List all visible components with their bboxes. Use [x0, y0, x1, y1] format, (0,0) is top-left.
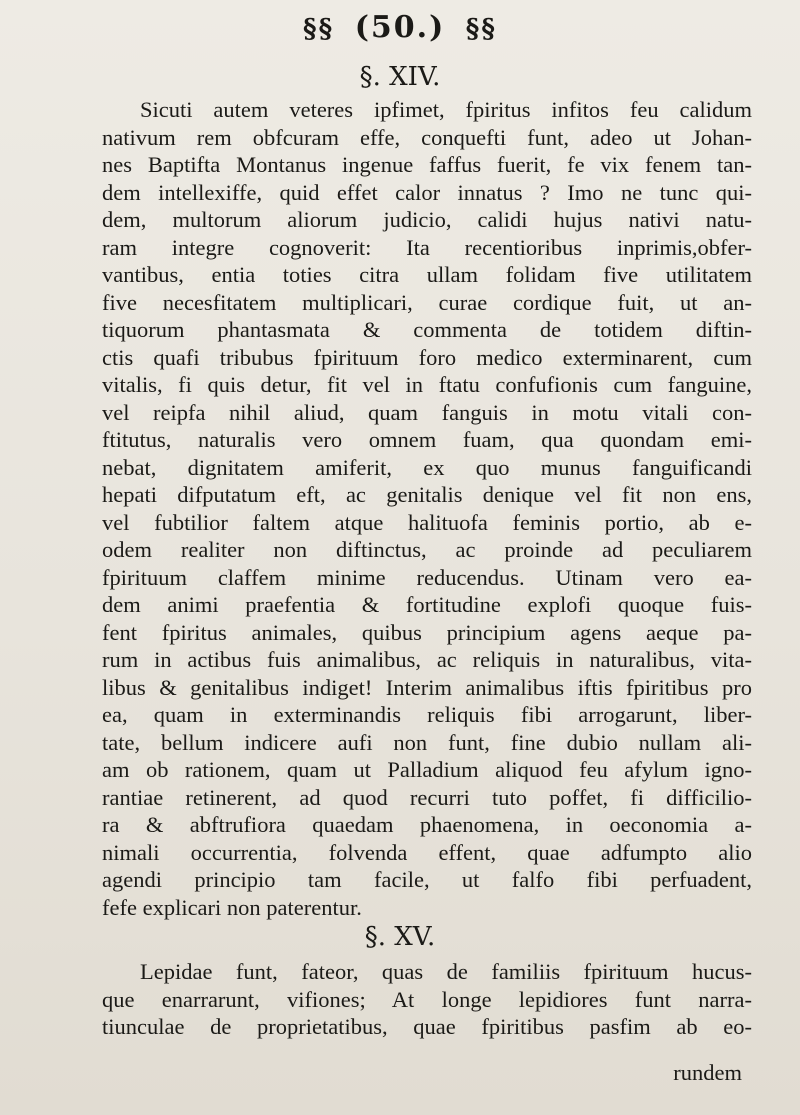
text-line: Sicuti autem veteres ipfimet, fpiritus infitos feu calidum — [140, 97, 752, 122]
text-line: dem intellexiffe, quid effet calor innatus ? Imo ne tunc qui- — [102, 179, 752, 205]
text-line: ftitutus, naturalis vero omnem fuam, qua quondam emi- — [102, 427, 752, 452]
text-line: tate, bellum indicere aufi non funt, fine dubio nullam ali- — [102, 729, 752, 755]
text-line: tiunculae de proprietatibus, quae fpiritibus pasfim ab eo- — [102, 1014, 752, 1039]
text-line: rantiae retinerent, ad quod recurri tuto poffet, fi difficilio- — [102, 784, 752, 810]
text-line: nebat, dignitatem amiferit, ex quo munus fanguificandi — [102, 454, 752, 480]
text-line: vitalis, fi quis detur, fit vel in ftatu confufionis cum fanguine, — [102, 372, 752, 397]
catchword: rundem — [673, 1060, 742, 1085]
text-line: rum in actibus fuis animalibus, ac reliquis in naturalibus, vita- — [102, 647, 752, 672]
text-line: five necesfitatem multiplicari, curae cordique fuit, ut an- — [102, 289, 752, 315]
text-line: ea, quam in exterminandis reliquis fibi arrogarunt, liber- — [102, 702, 752, 727]
text-line: nes Baptifta Montanus ingenue faffus fuerit, fe vix fenem tan- — [102, 152, 752, 177]
section-xv-text — [102, 958, 752, 1041]
text-line: ra & abftrufiora quaedam phaenomena, in oeconomia a- — [102, 812, 752, 837]
text-line: agendi principio tam facile, ut falfo fibi perfuadent, — [102, 867, 752, 892]
text-line: nativum rem obfcuram effe, conquefti funt, adeo ut Johan- — [102, 124, 752, 150]
page-header — [0, 10, 800, 45]
page-number: (50.) — [354, 10, 446, 45]
text-line: hepati difputatum eft, ac genitalis denique vel fit non ens, — [102, 482, 752, 507]
text-line: odem realiter non diftinctus, ac proinde ad peculiarem — [102, 537, 752, 562]
text-line: ram integre cognoverit: Ita recentioribus inprimis,obfer- — [102, 234, 752, 260]
ornament-right-icon: §§ — [465, 14, 497, 44]
text-line: libus & genitalibus indiget! Interim animalibus iftis fpiritibus pro — [102, 674, 752, 700]
text-line: nimali occurrentia, folvenda effent, quae adfumpto alio — [102, 839, 752, 865]
text-line: fpirituum claffem minime reducendus. Utinam vero ea- — [102, 564, 752, 590]
text-line: vel fubtilior faltem atque halituofa feminis portio, ab e- — [102, 509, 752, 535]
section-heading-xv: §. XV. — [364, 922, 436, 952]
section-heading-xiv: §. XIV. — [359, 62, 441, 92]
text-line: dem, multorum aliorum judicio, calidi hujus nativi natu- — [102, 207, 752, 232]
ornament-left-icon: §§ — [303, 14, 335, 44]
text-line: ctis quafi tribubus fpirituum foro medico exterminarent, cum — [102, 344, 752, 370]
text-line: am ob rationem, quam ut Palladium aliquod feu afylum igno- — [102, 757, 752, 782]
text-line: que enarrarunt, vifiones; At longe lepidiores funt narra- — [102, 986, 752, 1012]
text-line: dem animi praefentia & fortitudine explofi quoque fuis- — [102, 592, 752, 617]
section-xiv-text — [102, 96, 752, 921]
text-line: fefe explicari non paterentur. — [102, 894, 362, 920]
text-line: vantibus, entia toties citra ullam folidam five utilitatem — [102, 262, 752, 287]
text-line: vel reipfa nihil aliud, quam fanguis in motu vitali con- — [102, 399, 752, 425]
text-line: tiquorum phantasmata & commenta de totidem diftin- — [102, 317, 752, 342]
text-line: Lepidae funt, fateor, quas de familiis fpirituum hucus- — [140, 959, 752, 984]
text-line: fent fpiritus animales, quibus principium agens aeque pa- — [102, 619, 752, 645]
